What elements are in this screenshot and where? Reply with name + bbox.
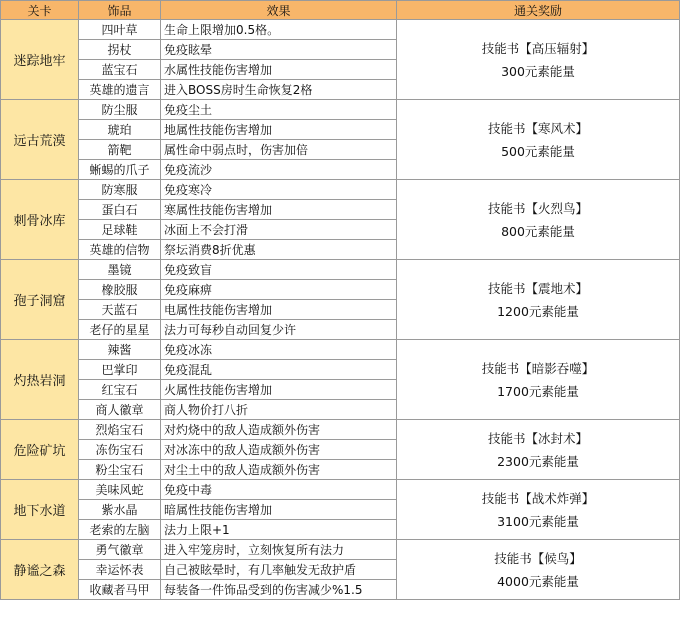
reward-energy: 500元素能量 bbox=[501, 143, 575, 159]
item-effect: 进入牢笼房时，立刻恢复所有法力 bbox=[161, 540, 397, 560]
item-effect: 生命上限增加0.5格。 bbox=[161, 20, 397, 40]
item-name: 蓝宝石 bbox=[79, 60, 161, 80]
stage-reward bbox=[397, 260, 680, 340]
item-name: 足球鞋 bbox=[79, 220, 161, 240]
item-name: 巴掌印 bbox=[79, 360, 161, 380]
item-name: 粉尘宝石 bbox=[79, 460, 161, 480]
item-effect: 免疫尘土 bbox=[161, 100, 397, 120]
item-name: 英雄的信物 bbox=[79, 240, 161, 260]
item-name: 墨镜 bbox=[79, 260, 161, 280]
reward-energy: 2300元素能量 bbox=[497, 453, 579, 469]
item-name: 天蓝石 bbox=[79, 300, 161, 320]
reward-skill-book: 技能书【高压辐射】 bbox=[481, 40, 595, 56]
header-stage: 关卡 bbox=[1, 1, 79, 20]
item-effect: 免疫冰冻 bbox=[161, 340, 397, 360]
item-name: 美味风蛇 bbox=[79, 480, 161, 500]
table-row bbox=[1, 540, 680, 560]
item-effect: 商人物价打八折 bbox=[161, 400, 397, 420]
item-effect: 暗属性技能伤害增加 bbox=[161, 500, 397, 520]
stage-reward bbox=[397, 340, 680, 420]
item-name: 辣酱 bbox=[79, 340, 161, 360]
item-name: 烈焰宝石 bbox=[79, 420, 161, 440]
item-effect: 免疫混乱 bbox=[161, 360, 397, 380]
item-effect: 免疫麻痹 bbox=[161, 280, 397, 300]
stage-name: 孢子洞窟 bbox=[1, 260, 79, 340]
reward-energy: 300元素能量 bbox=[501, 63, 575, 79]
item-effect: 法力上限+1 bbox=[161, 520, 397, 540]
reward-energy: 3100元素能量 bbox=[497, 513, 579, 529]
stage-reward bbox=[397, 480, 680, 540]
item-name: 拐杖 bbox=[79, 40, 161, 60]
item-name: 紫水晶 bbox=[79, 500, 161, 520]
item-name: 琥珀 bbox=[79, 120, 161, 140]
stage-reward bbox=[397, 20, 680, 100]
item-name: 老仔的星星 bbox=[79, 320, 161, 340]
stage-name: 刺骨冰库 bbox=[1, 180, 79, 260]
item-effect: 自己被眩晕时，有几率触发无敌护盾 bbox=[161, 560, 397, 580]
item-effect: 法力可每秒自动回复少许 bbox=[161, 320, 397, 340]
item-effect: 对冰冻中的敌人造成额外伤害 bbox=[161, 440, 397, 460]
stage-name: 危险矿坑 bbox=[1, 420, 79, 480]
reward-skill-book: 技能书【战术炸弹】 bbox=[481, 490, 595, 506]
item-name: 四叶草 bbox=[79, 20, 161, 40]
header-reward: 通关奖励 bbox=[397, 1, 680, 20]
item-name: 商人徽章 bbox=[79, 400, 161, 420]
item-effect: 免疫致盲 bbox=[161, 260, 397, 280]
item-name: 红宝石 bbox=[79, 380, 161, 400]
table-row bbox=[1, 260, 680, 280]
item-name: 勇气徽章 bbox=[79, 540, 161, 560]
table-row bbox=[1, 20, 680, 40]
item-name: 英雄的遗言 bbox=[79, 80, 161, 100]
item-effect: 冰面上不会打滑 bbox=[161, 220, 397, 240]
item-effect: 进入BOSS房时生命恢复2格 bbox=[161, 80, 397, 100]
table-row bbox=[1, 420, 680, 440]
item-effect: 免疫眩晕 bbox=[161, 40, 397, 60]
item-name: 箭靶 bbox=[79, 140, 161, 160]
item-effect: 火属性技能伤害增加 bbox=[161, 380, 397, 400]
reward-skill-book: 技能书【火烈鸟】 bbox=[487, 200, 588, 216]
stage-reward bbox=[397, 100, 680, 180]
stage-reward bbox=[397, 420, 680, 480]
item-effect: 免疫中毒 bbox=[161, 480, 397, 500]
table-row bbox=[1, 180, 680, 200]
table-body bbox=[1, 20, 680, 600]
reward-energy: 1200元素能量 bbox=[497, 303, 579, 319]
reward-energy: 1700元素能量 bbox=[497, 383, 579, 399]
item-effect: 对灼烧中的敌人造成额外伤害 bbox=[161, 420, 397, 440]
stage-reward bbox=[397, 540, 680, 600]
reward-skill-book: 技能书【寒风术】 bbox=[487, 120, 588, 136]
item-effect: 水属性技能伤害增加 bbox=[161, 60, 397, 80]
stage-reward bbox=[397, 180, 680, 260]
stage-name: 静谧之森 bbox=[1, 540, 79, 600]
stage-name: 远古荒漠 bbox=[1, 100, 79, 180]
item-name: 收藏者马甲 bbox=[79, 580, 161, 600]
item-effect: 属性命中弱点时，伤害加倍 bbox=[161, 140, 397, 160]
reward-energy: 800元素能量 bbox=[501, 223, 575, 239]
reward-skill-book: 技能书【震地术】 bbox=[487, 280, 588, 296]
table-row bbox=[1, 480, 680, 500]
stage-name: 灼热岩洞 bbox=[1, 340, 79, 420]
reward-energy: 4000元素能量 bbox=[497, 573, 579, 589]
item-name: 蜥蜴的爪子 bbox=[79, 160, 161, 180]
item-name: 蛋白石 bbox=[79, 200, 161, 220]
reward-skill-book: 技能书【候鸟】 bbox=[494, 550, 582, 566]
item-effect: 每装备一件饰品受到的伤害减少%1.5 bbox=[161, 580, 397, 600]
table-row bbox=[1, 340, 680, 360]
item-effect: 祭坛消费8折优惠 bbox=[161, 240, 397, 260]
table-row bbox=[1, 100, 680, 120]
item-effect: 对尘土中的敌人造成额外伤害 bbox=[161, 460, 397, 480]
item-effect: 免疫寒冷 bbox=[161, 180, 397, 200]
stage-name: 地下水道 bbox=[1, 480, 79, 540]
item-effect: 寒属性技能伤害增加 bbox=[161, 200, 397, 220]
item-effect: 电属性技能伤害增加 bbox=[161, 300, 397, 320]
reward-skill-book: 技能书【冰封术】 bbox=[487, 430, 588, 446]
item-name: 防尘服 bbox=[79, 100, 161, 120]
item-name: 防寒服 bbox=[79, 180, 161, 200]
item-name: 老索的左脑 bbox=[79, 520, 161, 540]
header-item: 饰品 bbox=[79, 1, 161, 20]
item-effect: 地属性技能伤害增加 bbox=[161, 120, 397, 140]
item-name: 橡胶服 bbox=[79, 280, 161, 300]
item-effect: 免疫流沙 bbox=[161, 160, 397, 180]
reward-skill-book: 技能书【暗影吞噬】 bbox=[481, 360, 595, 376]
item-name: 冻伤宝石 bbox=[79, 440, 161, 460]
item-name: 幸运怀表 bbox=[79, 560, 161, 580]
stage-name: 迷踪地牢 bbox=[1, 20, 79, 100]
header-effect: 效果 bbox=[161, 1, 397, 20]
